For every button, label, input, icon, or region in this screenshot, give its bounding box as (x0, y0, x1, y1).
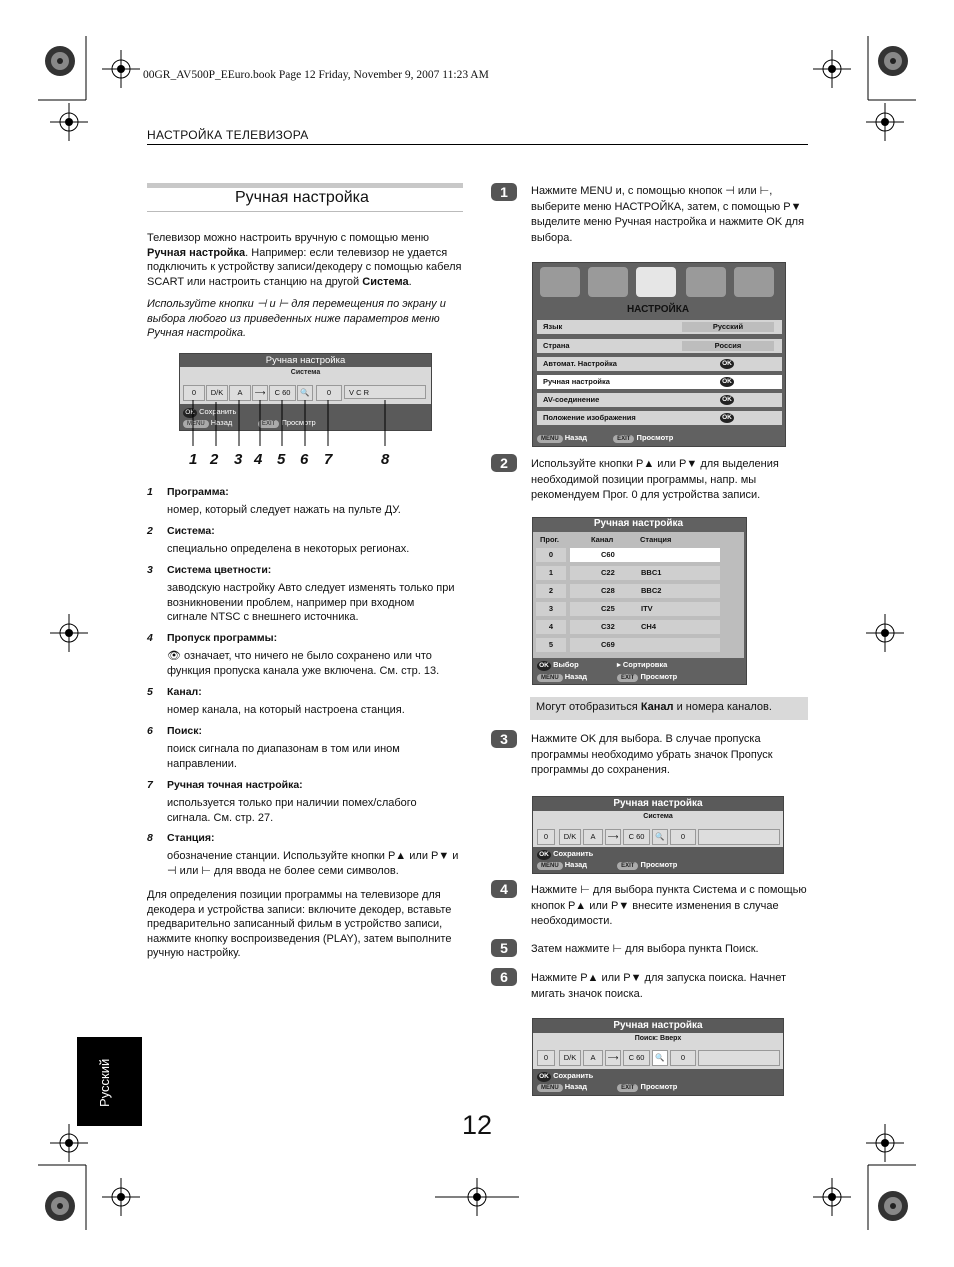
s3-cell-station (698, 829, 780, 845)
search-icon: 🔍 (652, 1050, 668, 1066)
step-text-4: Нажмите ⊢ для выбора пункта Система и с помощью кнопок P▲ или P▼ внесите изменения в случае необходимости. (531, 884, 807, 927)
item-title-system: Система: (167, 525, 215, 537)
step-text-2: Используйте кнопки P▲ или P▼ для выделения необходимой позиции программы, напр. мы рекомендуем Прог. 0 для устройства записи. (531, 458, 779, 501)
s6-cell: ⟶ (605, 1050, 621, 1066)
item-number: 3 (147, 564, 153, 576)
search-icon: 🔍 (652, 829, 668, 845)
diagram-cell-color: A (229, 385, 251, 401)
setup-footer: MENU Назад EXIT Просмотр (537, 433, 673, 443)
item-desc-color: заводскую настройку Авто следует изменять только при возникновении проблем, например при входном сигнале NTSC с внешнего источника. (167, 582, 455, 623)
diagram-cell-system: D/K (206, 385, 228, 401)
s3-cell: 0 (670, 829, 696, 845)
page-header: НАСТРОЙКА ТЕЛЕВИЗОРА (147, 128, 309, 142)
intro-nav-paragraph: Используйте кнопки ⊣ и ⊢ для перемещения по экрану и выбора любого из приведенных ниже параметров меню Ручная настройка. (147, 298, 446, 339)
item-desc-system: специально определена в некоторых регионах. (167, 543, 410, 555)
language-side-tab: Русский (77, 1037, 142, 1126)
menu-row-av: AV-соединение OK (537, 393, 782, 407)
s3-cell: C 60 (623, 829, 650, 845)
step-badge-6: 6 (491, 968, 517, 986)
diagram-system-label: Система (290, 369, 321, 376)
s6-cell: 0 (537, 1050, 555, 1066)
screen6-sub: Поиск: Вверх (634, 1035, 682, 1042)
channel-footer-2: MENU Назад EXIT Просмотр (537, 672, 587, 682)
col-prog: Прог. (540, 535, 560, 544)
right-arrow-icon: ⊢ (278, 298, 289, 310)
item-title-channel: Канал: (167, 686, 202, 698)
search-icon: 🔍 (297, 385, 313, 401)
clock-icon (686, 267, 726, 297)
s6-cell-station (698, 1050, 780, 1066)
item-title-search: Поиск: (167, 725, 203, 737)
item-desc-skip: 👁 означает, что ничего не было сохранено или что функция пропуска канала уже включена. См. стр. 13. (167, 650, 440, 677)
book-info-line: 00GR_AV500P_EEuro.book Page 12 Friday, November 9, 2007 11:23 AM (143, 69, 489, 81)
s6-cell: D/K (559, 1050, 581, 1066)
section-bar (147, 183, 463, 188)
diagram-footer-ok: OK Сохранить (183, 407, 236, 418)
item-number: 6 (147, 725, 153, 737)
step-badge-5: 5 (491, 939, 517, 957)
s3-cell: A (583, 829, 603, 845)
diagram-cell-skip: ⟶ (252, 385, 268, 401)
s6-cell: 0 (670, 1050, 696, 1066)
step-badge-1: 1 (491, 183, 517, 201)
step-text-6: Нажмите P▲ или P▼ для запуска поиска. Начнет мигать значок поиска. (531, 972, 787, 1000)
item-number: 2 (147, 525, 153, 537)
item-number: 4 (147, 632, 153, 644)
item-number: 8 (147, 832, 153, 844)
step-badge-3: 3 (491, 730, 517, 748)
intro-paragraph: Телевизор можно настроить вручную с помощью меню Ручная настройка. Например: если телевизор не удается подключить к устройству записи/декодеру с помощью кабеля SCART или настроить станцию на другой Система. (147, 232, 462, 288)
section-title: Ручная настройка (235, 189, 369, 206)
diagram-title: Ручная настройка (265, 355, 346, 366)
tv-icon (540, 267, 580, 297)
wrench-icon (734, 267, 774, 297)
channel-list-title: Ручная настройка (593, 518, 684, 529)
screen3-sub: Система (643, 813, 673, 820)
screen3-title: Ручная настройка (613, 798, 703, 809)
s6-cell: A (583, 1050, 603, 1066)
col-station: Станция (640, 535, 672, 544)
music-icon (588, 267, 628, 297)
item-title-station: Станция: (167, 832, 215, 844)
diagram-callout-lines (180, 398, 410, 450)
step-text-3: Нажмите OK для выбора. В случае пропуска программы необходимо убрать значок Пропуск программы до сохранения. (531, 733, 773, 776)
item-desc-search: поиск сигнала по диапазонам в том или ином направлении. (167, 743, 400, 770)
item-title-skip: Пропуск программы: (167, 632, 278, 644)
item-number: 7 (147, 779, 153, 791)
menu-row-auto-tuning: Автомат. Настройка OK (537, 357, 782, 371)
item-title-fine: Ручная точная настройка: (167, 779, 303, 791)
s6-cell: C 60 (623, 1050, 650, 1066)
step-badge-4: 4 (491, 880, 517, 898)
s3-cell: D/K (559, 829, 581, 845)
manual-tuning-screen-search: Ручная настройка Поиск: Вверх OK Сохранить MENU Назад EXIT Просмотр (532, 1018, 784, 1096)
diagram-footer-menu: MENU Назад (183, 418, 232, 428)
s3-cell: ⟶ (605, 829, 621, 845)
menu-row-language: Язык Русский (537, 320, 782, 334)
item-desc-station: обозначение станции. Используйте кнопки P▲ или P▼ и ⊣ или ⊢ для ввода не более семи символов. (167, 850, 459, 877)
page-number: 12 (462, 1110, 493, 1140)
setup-icon (636, 267, 676, 297)
item-desc-program: номер, который следует нажать на пульте ДУ. (167, 504, 401, 516)
diagram-footer-exit: EXIT Просмотр (258, 418, 316, 428)
item-number: 1 (147, 486, 153, 498)
diagram-cell-fine: 0 (316, 385, 342, 401)
diagram-cell-prog: 0 (183, 385, 205, 401)
menu-row-country: Страна Россия (537, 339, 782, 353)
item-desc-channel: номер канала, на который настроена станция. (167, 704, 405, 716)
channel-footer-1: OK Выбор ▸ Сортировка (537, 660, 579, 671)
menu-row-manual-tuning: Ручная настройка OK (537, 375, 782, 389)
item-number: 5 (147, 686, 153, 698)
manual-tuning-screen-save: Ручная настройка Система OK Сохранить MENU Назад EXIT Просмотр (532, 796, 784, 874)
skip-icon: 👁 (167, 650, 181, 662)
screen6-title: Ручная настройка (613, 1020, 703, 1031)
diagram-cell-station: V C R (344, 385, 426, 399)
setup-menu-title: НАСТРОЙКА (626, 304, 690, 315)
outro-paragraph: Для определения позиции программы на телевизоре для декодера и устройства записи: включите декодер, вставьте предварительно записанный фильм в устройство записи, нажмите кнопку воспроизведения (PLAY), затем выполните ручную настройку. (147, 889, 452, 959)
menu-row-picture-position: Положение изображения OK (537, 411, 782, 425)
item-desc-fine: используется только при наличии помех/слабого сигнала. См. стр. 27. (167, 797, 417, 824)
s3-cell: 0 (537, 829, 555, 845)
header-rule (147, 144, 808, 145)
step-text-5: Затем нажмите ⊢ для выбора пункта Поиск. (531, 943, 759, 955)
section-rule (147, 211, 463, 212)
item-title-program: Программа: (167, 486, 229, 498)
note-box: Могут отобразиться Канал и номера каналов. (530, 697, 808, 720)
step-text-1: Нажмите MENU и, с помощью кнопок ⊣ или ⊢, выберите меню НАСТРОЙКА, затем, с помощью P▼ выделите меню Ручная настройка и нажмите OK для выбора. (531, 185, 805, 244)
col-channel: Канал (591, 535, 614, 544)
step-badge-2: 2 (491, 454, 517, 472)
left-arrow-icon: ⊣ (256, 298, 267, 310)
diagram-cell-channel: C 60 (269, 385, 296, 401)
item-title-color: Система цветности: (167, 564, 272, 576)
